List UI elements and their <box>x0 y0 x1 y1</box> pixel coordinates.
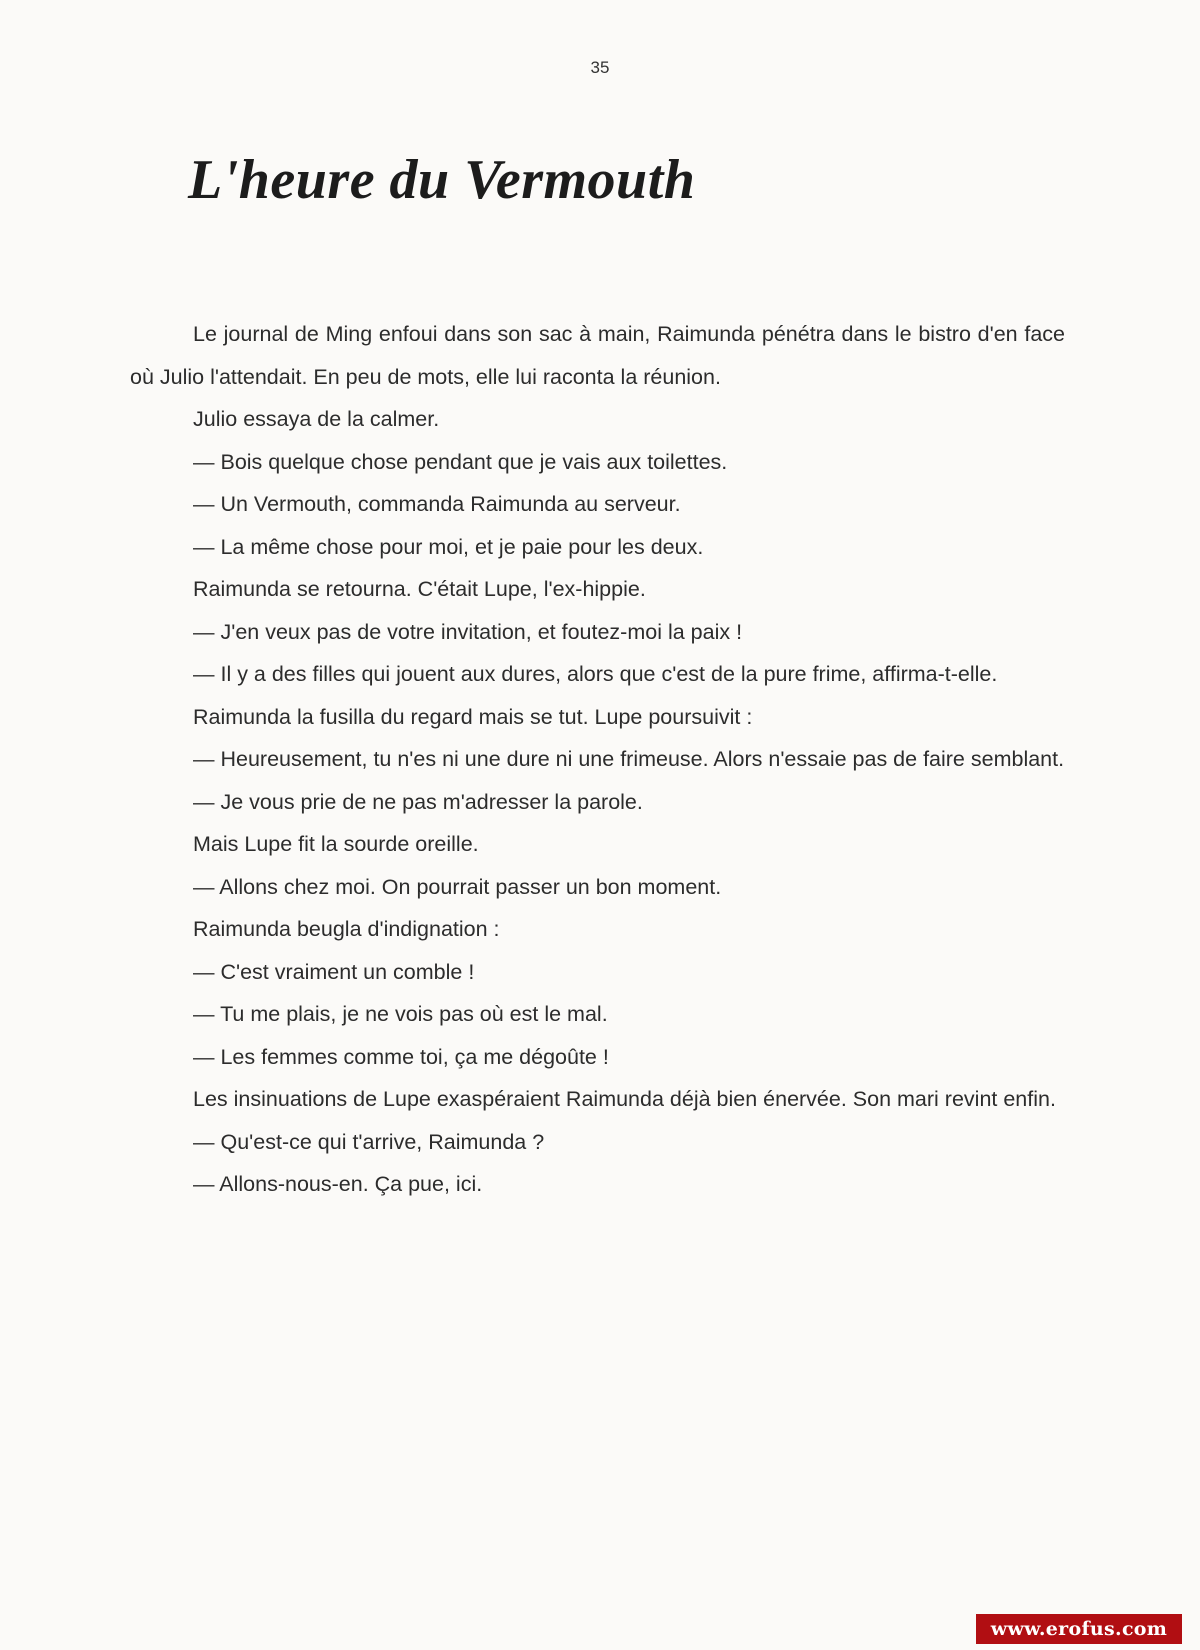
paragraph: — C'est vraiment un comble ! <box>193 959 475 984</box>
chapter-body <box>130 313 1065 1206</box>
paragraph: — Qu'est-ce qui t'arrive, Raimunda ? <box>193 1129 545 1154</box>
paragraph: Julio essaya de la calmer. <box>193 407 440 431</box>
paragraph: — Allons chez moi. On pourrait passer un bon moment. <box>193 874 722 899</box>
watermark-link[interactable]: www.erofus.com <box>976 1614 1182 1644</box>
chapter-title: L'heure du Vermouth <box>188 149 696 211</box>
paragraph: — Il y a des filles qui jouent aux dures, alors que c'est de la pure frime, affirma-t-elle. <box>193 662 998 686</box>
paragraph: — La même chose pour moi, et je paie pour les deux. <box>193 534 704 559</box>
paragraph: — Tu me plais, je ne vois pas où est le mal. <box>193 1002 608 1026</box>
page-number: 35 <box>590 58 610 77</box>
paragraph: — Je vous prie de ne pas m'adresser la parole. <box>193 789 643 814</box>
paragraph: Raimunda la fusilla du regard mais se tut. Lupe poursuivit : <box>193 704 753 729</box>
paragraph: Les insinuations de Lupe exaspéraient Raimunda déjà bien énervée. Son mari revint enfin. <box>193 1087 1056 1111</box>
paragraph: — Un Vermouth, commanda Raimunda au serveur. <box>193 492 681 516</box>
paragraph: — Allons-nous-en. Ça pue, ici. <box>193 1172 483 1196</box>
paragraph: Raimunda beugla d'indignation : <box>193 917 500 941</box>
paragraph: Mais Lupe fit la sourde oreille. <box>193 832 479 856</box>
paragraph: — Heureusement, tu n'es ni une dure ni une frimeuse. Alors n'essaie pas de faire semblant. <box>193 747 1065 771</box>
paragraph: Raimunda se retourna. C'était Lupe, l'ex-hippie. <box>193 577 646 601</box>
paragraph: — J'en veux pas de votre invitation, et foutez-moi la paix ! <box>193 619 743 644</box>
paragraph: — Les femmes comme toi, ça me dégoûte ! <box>193 1044 609 1069</box>
paragraph: — Bois quelque chose pendant que je vais aux toilettes. <box>193 449 728 474</box>
paragraph: Le journal de Ming enfoui dans son sac à main, Raimunda pénétra dans le bistro d'en face où Julio l'attendait. En peu de mots, elle lui raconta la réunion. <box>130 322 1065 389</box>
